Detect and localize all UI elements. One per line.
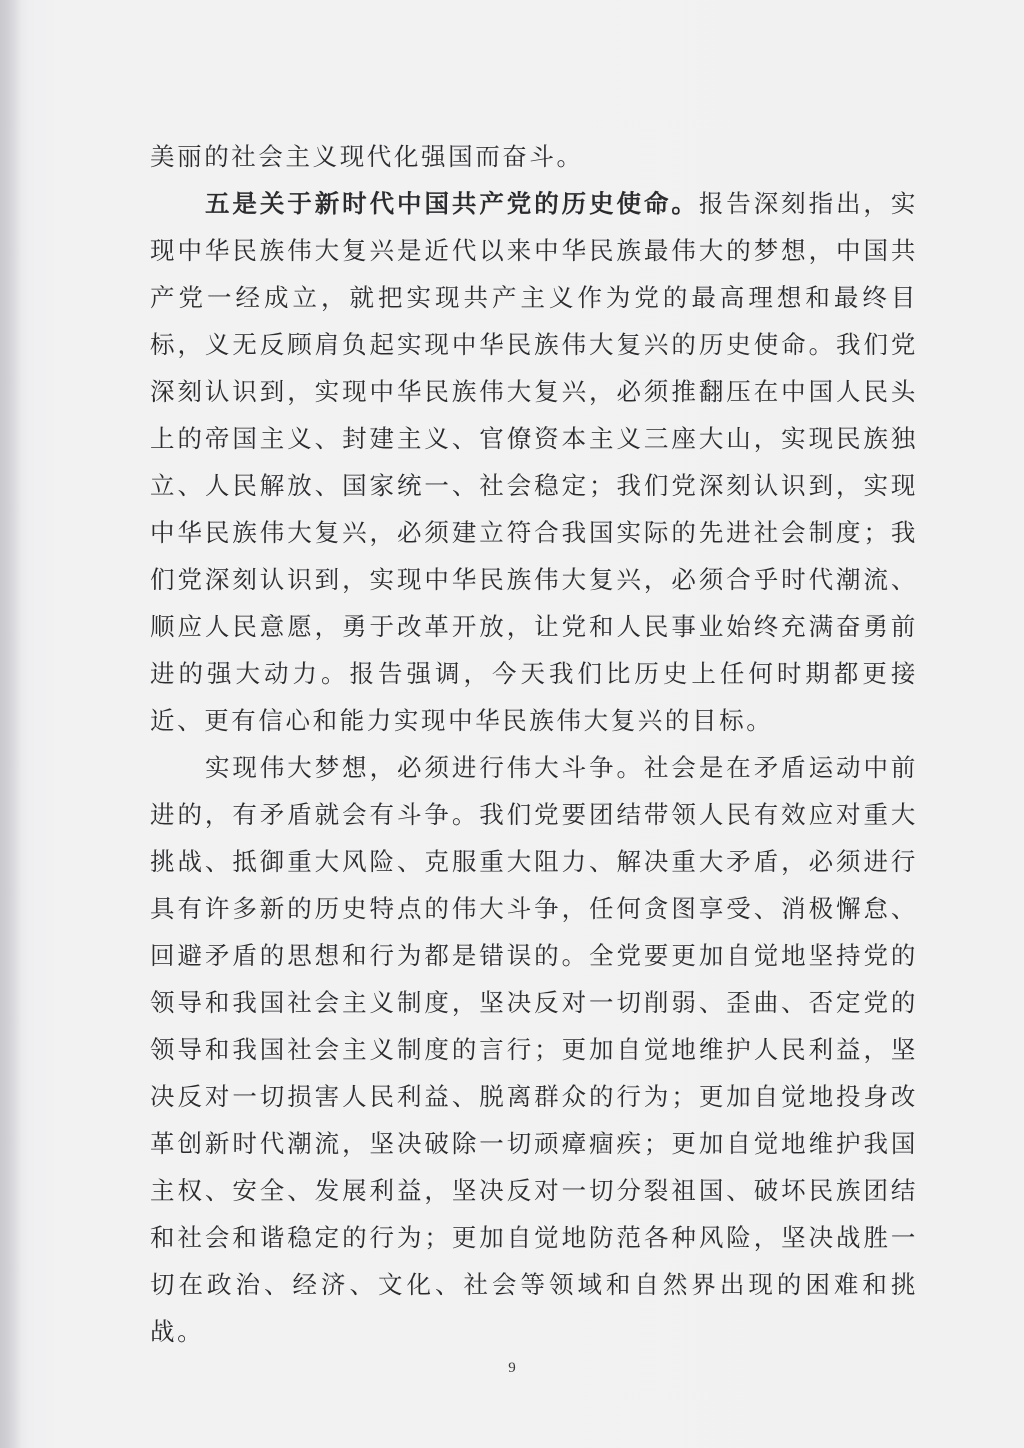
binding-shadow [0, 0, 22, 1448]
page-number: 9 [508, 1360, 516, 1376]
lead-line: 美丽的社会主义现代化强国而奋斗。 [150, 142, 584, 171]
body-text [150, 133, 918, 1355]
section-five-body: 报告深刻指出，实现中华民族伟大复兴是近代以来中华民族最伟大的梦想，中国共产党一经成立，就把实现共产主义作为党的最高理想和最终目标，义无反顾肩负起实现中华民族伟大复兴的历史使命。我们党深刻认识到，实现中华民族伟大复兴，必须推翻压在中国人民头上的帝国主义、封建主义、官僚资本主义三座大山，实现民族独立、人民解放、国家统一、社会稳定；我们党深刻认识到，实现中华民族伟大复兴，必须建立符合我国实际的先进社会制度；我们党深刻认识到，实现中华民族伟大复兴，必须合乎时代潮流、顺应人民意愿，勇于改革开放，让党和人民事业始终充满奋勇前进的强大动力。报告强调，今天我们比历史上任何时期都更接近、更有信心和能力实现中华民族伟大复兴的目标。 [150, 189, 918, 735]
section-five-paragraph [150, 180, 918, 744]
struggle-paragraph: 实现伟大梦想，必须进行伟大斗争。社会是在矛盾运动中前进的，有矛盾就会有斗争。我们党要团结带领人民有效应对重大挑战、抵御重大风险、克服重大阻力、解决重大矛盾，必须进行具有许多新的历史特点的伟大斗争，任何贪图享受、消极懈怠、回避矛盾的思想和行为都是错误的。全党要更加自觉地坚持党的领导和我国社会主义制度，坚决反对一切削弱、歪曲、否定党的领导和我国社会主义制度的言行；更加自觉地维护人民利益，坚决反对一切损害人民利益、脱离群众的行为；更加自觉地投身改革创新时代潮流，坚决破除一切顽瘴痼疾；更加自觉地维护我国主权、安全、发展利益，坚决反对一切分裂祖国、破坏民族团结和社会和谐稳定的行为；更加自觉地防范各种风险，坚决战胜一切在政治、经济、文化、社会等领域和自然界出现的困难和挑战。 [150, 753, 918, 1346]
section-five-heading: 五是关于新时代中国共产党的历史使命。 [205, 189, 699, 218]
